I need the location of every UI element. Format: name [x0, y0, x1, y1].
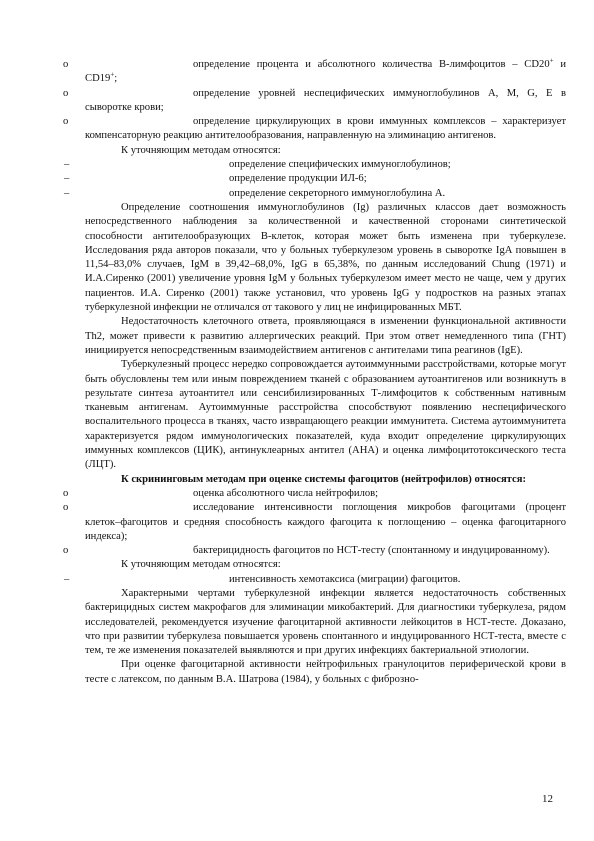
list-item: [64, 573, 566, 587]
section-heading: К скрининговым методам при оценке системы фагоцитов (нейтрофилов) относятся:: [121, 473, 526, 485]
list-item-text: определение уровней неспецифических иммуноглобулинов A, M, G, E в сыворотке крови;: [85, 87, 566, 113]
circle-bullet-icon: o: [63, 87, 69, 99]
list-item-text: интенсивность хемотаксиса (миграции) фагоцитов.: [229, 573, 461, 585]
list-item: [64, 158, 566, 172]
list-item: [63, 56, 566, 87]
circle-bullet-icon: o: [63, 59, 69, 70]
list-item: [63, 544, 566, 558]
dash-bullet-icon: –: [64, 573, 70, 585]
list-item: [63, 487, 566, 501]
list-item-text: определение циркулирующих в крови иммунных комплексов – характеризует компенсаторную реакцию антителообразования, направленную на элиминацию антигенов.: [85, 116, 566, 142]
list-item: [63, 87, 566, 116]
dash-bullet-icon: –: [64, 159, 70, 171]
list-item-text: исследование интенсивности поглощения микробов фагоцитами (процент клеток–фагоцитов и средняя способность каждого фагоцита к поглощению – оценка фагоцитарного индекса);: [85, 502, 566, 542]
dash-bullet-icon: –: [64, 187, 70, 199]
list-item: [63, 115, 566, 144]
page-content: [63, 56, 566, 687]
paragraph: Недостаточность клеточного ответа, проявляющаяся в изменении функциональной активности Th2, может привести к развитию аллергических реакций. При этом ответ немедленного типа (ГНТ) инициируется непосредственным взаимодействием антигенов с антителами типа реагинов (IgE).: [85, 316, 566, 356]
circle-bullet-icon: o: [63, 545, 69, 557]
list-item-text: оценка абсолютного числа нейтрофилов;: [193, 487, 379, 499]
list-item: [63, 501, 566, 544]
list-item: [64, 187, 566, 201]
circle-bullet-icon: o: [63, 487, 69, 499]
list-item-text: определение процента и абсолютного количества В-лимфоцитов – CD20+ и CD19+;: [85, 56, 566, 85]
paragraph: Определение соотношения иммуноглобулинов (Ig) различных классов дает возможность непосредственного наблюдения за количественной и качественной сторонами синтетической способности антителообразующих В-клеток, которая может быть изменена при туберкулезе. Исследования ряда авторов показали, что у больных туберкулезом уровень в сыворотке IgA повышен в 11,54–83,0% случаев, IgM в 39,42–68,0%, IgG в 65,38%, по данным исследований Chung (1971) и И.А.Сиренко (2001) увеличение уровня IgM у больных туберкулезом имеет место не чаще, чем у других пациентов. И.А. Сиренко (2001) также установил, что уровень IgG у подростков на разных этапах туберкулезной инфекции не отличался от такового у лиц не инфицированных МБТ.: [85, 201, 566, 314]
list-item: [64, 172, 566, 186]
dash-bullet-icon: –: [64, 173, 70, 185]
list-item-text: определение секреторного иммуноглобулина А.: [229, 187, 446, 199]
paragraph: При оценке фагоцитарной активности нейтрофильных гранулоцитов периферической крови в тесте с латексом, по данным В.А. Шатрова (1984), у больных с фиброзно-: [85, 659, 566, 685]
list-lead: К уточняющим методам относятся:: [121, 559, 281, 571]
circle-bullet-icon: o: [63, 116, 69, 128]
list-lead: К уточняющим методам относятся:: [121, 144, 281, 156]
paragraph: Туберкулезный процесс нередко сопровождается аутоиммунными расстройствами, которые могут быть обусловлены тем или иным повреждением тканей с образованием аутоантигенов или возникнуть в результате синтеза аутоантител или сенсибилизированных Т-лимфоцитов к собственным нативным тканевым антигенам. Аутоиммунные расстройства способствуют появлению неспецифического воспалительного процесса в тканях, часто извращающего реакции иммунитета. Система аутоиммунитета характеризуется рядом иммунологических показателей, куда входит определение циркулирующих иммунных комплексов (ЦИК), антинуклеарных антител (АНА) и оценка лимфоцитотоксического теста (ЛЦТ).: [85, 359, 566, 471]
paragraph: Характерными чертами туберкулезной инфекции является недостаточность собственных бактерицидных систем макрофагов для элиминации микобактерий. Для диагностики туберкулеза, рядом исследователей, рекомендуется изучение фагоцитарной активности лейкоцитов в НСТ-тесте. Доказано, что при развитии туберкулеза повышается уровень спонтанного и индуцированного НСТ-теста, вместе с тем, те же изменения показателей выявляются и при других инфекциях бактериальной этиологии.: [85, 587, 566, 657]
page-number: 12: [542, 793, 553, 805]
list-item-text: определение продукции ИЛ-6;: [229, 173, 367, 185]
circle-bullet-icon: o: [63, 502, 69, 514]
list-item-text: определение специфических иммуноглобулинов;: [229, 159, 451, 171]
list-item-text: бактерицидность фагоцитов по НСТ-тесту (спонтанному и индуцированному).: [193, 545, 550, 557]
